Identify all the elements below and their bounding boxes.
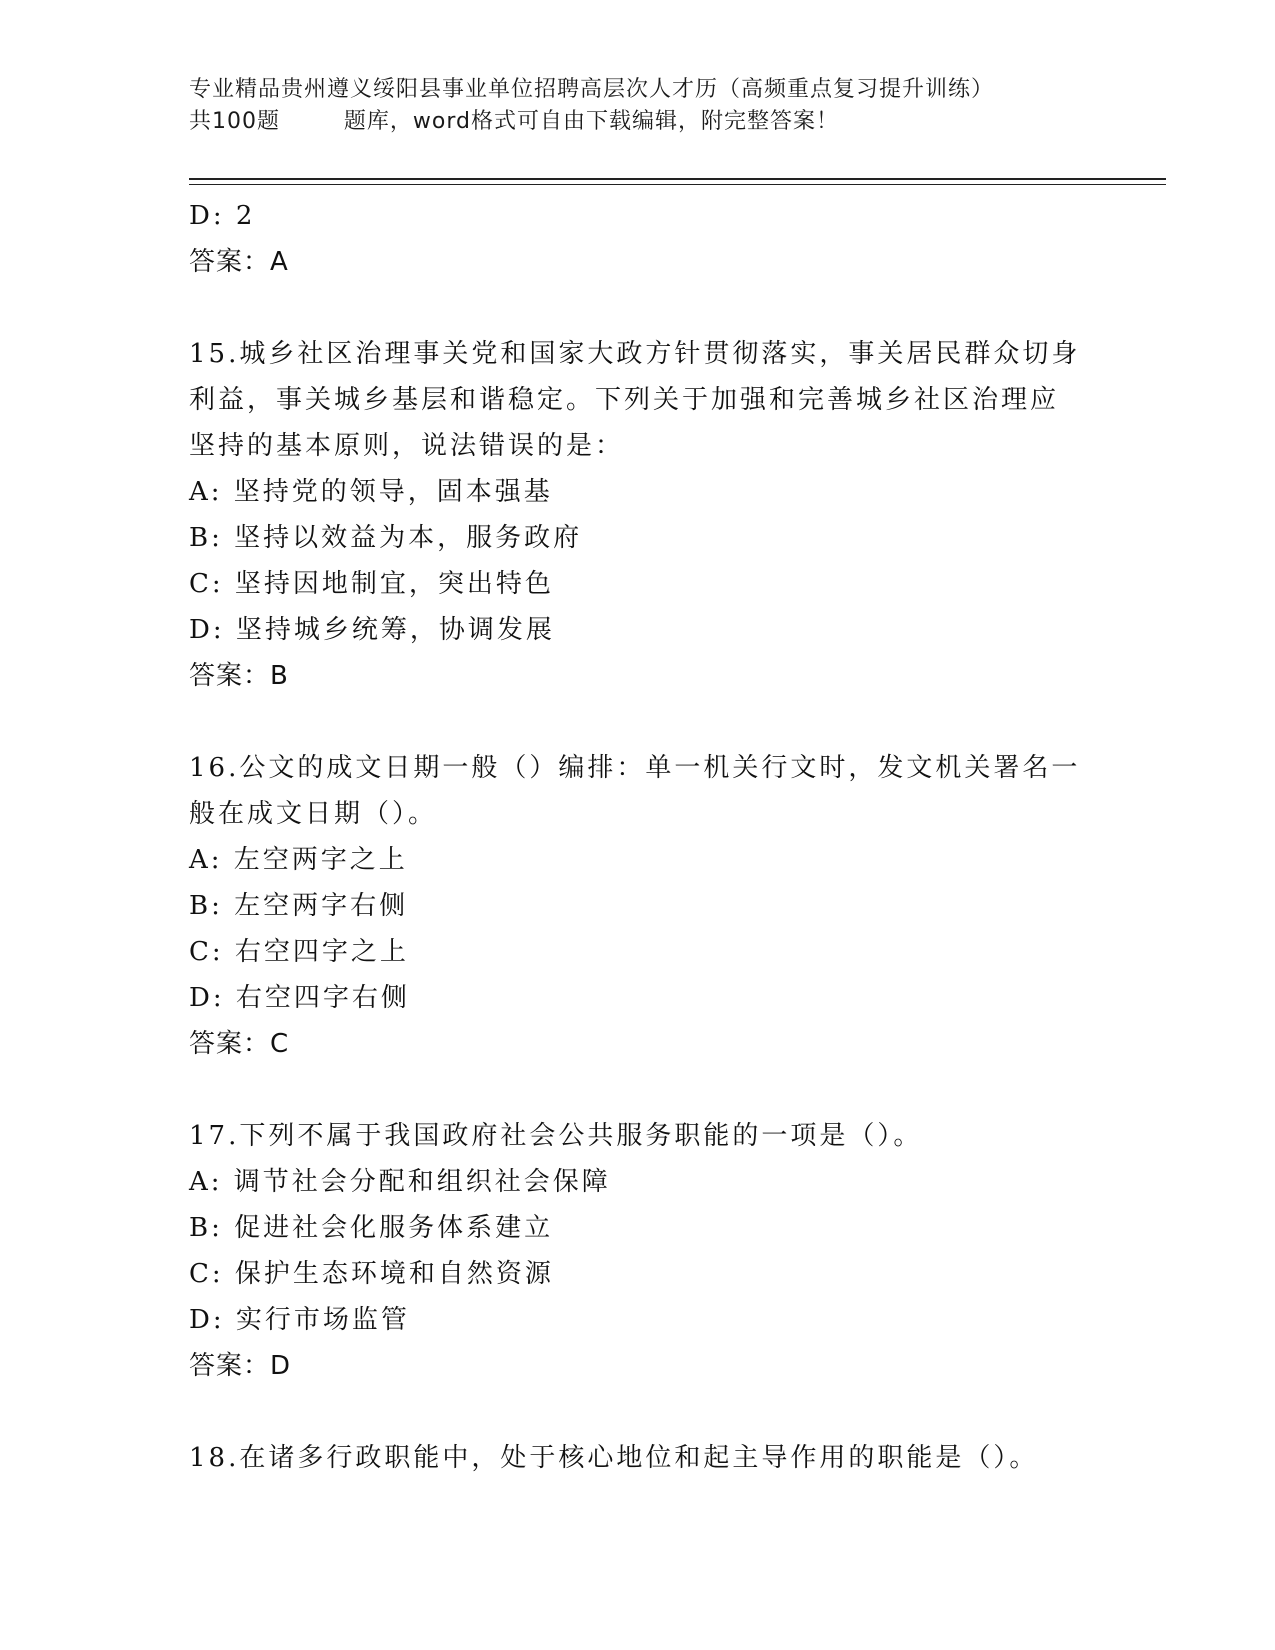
answer: 答案：D [189, 1351, 292, 1381]
document-body [189, 193, 1089, 1481]
prev-option-d: D: 2 [189, 201, 256, 231]
spacer [189, 285, 1089, 331]
option-d: D: 坚持城乡统筹，协调发展 [189, 615, 555, 645]
option-a: A: 坚持党的领导，固本强基 [189, 477, 553, 507]
spacer [189, 699, 1089, 745]
question-text-line: 16.公文的成文日期一般（）编排：单一机关行文时，发文机关署名一 [189, 753, 1081, 783]
option-c: C: 右空四字之上 [189, 937, 409, 967]
header-rule-thin [189, 184, 1166, 185]
question-17 [189, 1113, 1089, 1389]
header-rule-thick [189, 178, 1166, 180]
option-b: B: 坚持以效益为本，服务政府 [189, 523, 583, 553]
question-18 [189, 1435, 1089, 1481]
option-b: B: 促进社会化服务体系建立 [189, 1213, 554, 1243]
option-c: C: 保护生态环境和自然资源 [189, 1259, 554, 1289]
option-c: C: 坚持因地制宜，突出特色 [189, 569, 554, 599]
option-b: B: 左空两字右侧 [189, 891, 409, 921]
answer: 答案：B [189, 661, 289, 691]
spacer [189, 1389, 1089, 1435]
question-text-line: 17.下列不属于我国政府社会公共服务职能的一项是（）。 [189, 1121, 923, 1151]
option-d: D: 右空四字右侧 [189, 983, 410, 1013]
spacer [189, 1067, 1089, 1113]
header-title-line2: 共100题 题库，word格式可自由下载编辑，附完整答案！ [189, 109, 840, 134]
header-title-line1: 专业精品贵州遵义绥阳县事业单位招聘高层次人才历（高频重点复习提升训练） [189, 77, 995, 102]
question-text-line: 坚持的基本原则，说法错误的是： [189, 431, 625, 461]
question-text-line: 般在成文日期（）。 [189, 799, 438, 829]
prev-answer: 答案：A [189, 247, 289, 277]
option-d: D: 实行市场监管 [189, 1305, 410, 1335]
question-text-line: 利益，事关城乡基层和谐稳定。下列关于加强和完善城乡社区治理应 [189, 385, 1060, 415]
answer: 答案：C [189, 1029, 290, 1059]
question-text-line: 15.城乡社区治理事关党和国家大政方针贯彻落实，事关居民群众切身 [189, 339, 1081, 369]
question-15 [189, 331, 1089, 699]
option-a: A: 左空两字之上 [189, 845, 408, 875]
question-16 [189, 745, 1089, 1067]
document-header [189, 74, 1159, 138]
option-a: A: 调节社会分配和组织社会保障 [189, 1167, 611, 1197]
question-text-line: 18.在诸多行政职能中，处于核心地位和起主导作用的职能是（）。 [189, 1443, 1039, 1473]
